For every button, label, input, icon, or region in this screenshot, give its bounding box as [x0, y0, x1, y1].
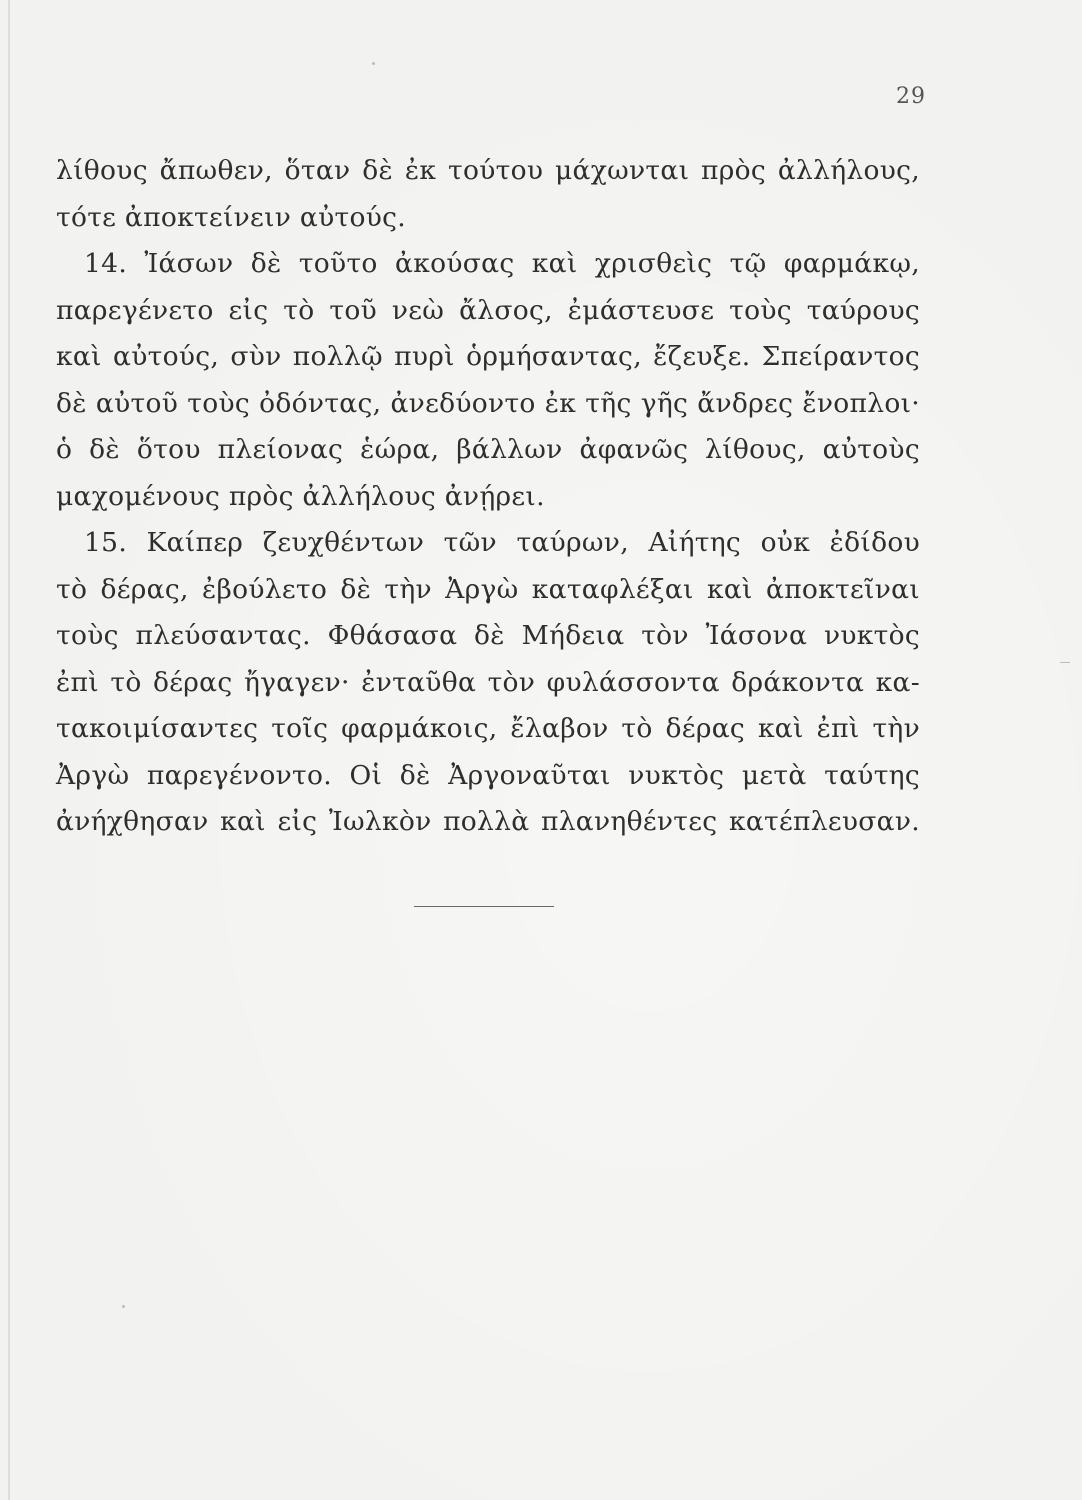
text-line: Ἀργὼ παρεγένοντο. Οἱ δὲ Ἀργοναῦται νυκτὸς μετὰ ταύτης [56, 759, 920, 791]
page-number: 29 [896, 84, 926, 109]
main-text [56, 148, 920, 846]
text-line: ὁ δὲ ὅτου πλείονας ἑώρα, βάλλων ἀφανῶς λίθους, αὐτοὺς [56, 434, 920, 465]
paper-speck [372, 62, 375, 65]
text-line: μαχομένους πρὸς ἀλλήλους ἀνῄρει. [56, 480, 545, 512]
paper-speck [122, 1305, 125, 1308]
text-line: παρεγένετο εἰς τὸ τοῦ νεὼ ἄλσος, ἐμάστευσε τοὺς ταύρους [56, 294, 920, 326]
paper-speck [1060, 662, 1070, 663]
text-line: τακοιμίσαντες τοῖς φαρμάκοις, ἔλαβον τὸ δέρας καὶ ἐπὶ τὴν [56, 713, 920, 744]
text-line: τότε ἀποκτείνειν αὐτούς. [56, 201, 406, 233]
text-line: καὶ αὐτούς, σὺν πολλῷ πυρὶ ὁρμήσαντας, ἔζευξε. Σπείραντος [56, 341, 920, 372]
text-line: ἀνήχθησαν καὶ εἰς Ἰωλκὸν πολλὰ πλανηθέντες κατέπλευσαν. [56, 806, 920, 837]
text-line: 14. Ἰάσων δὲ τοῦτο ἀκούσας καὶ χρισθεὶς τῷ φαρμάκῳ, [84, 248, 920, 279]
page-edge [8, 0, 10, 1500]
text-line: τὸ δέρας, ἐβούλετο δὲ τὴν Ἀργὼ καταφλέξαι καὶ ἀποκτεῖναι [56, 573, 920, 605]
section-divider [414, 906, 554, 907]
text-line: ἐπὶ τὸ δέρας ἤγαγεν· ἐνταῦθα τὸν φυλάσσοντα δράκοντα κα- [56, 666, 920, 698]
text-line: τοὺς πλεύσαντας. Φθάσασα δὲ Μήδεια τὸν Ἰάσονα νυκτὸς [56, 620, 920, 651]
text-line: λίθους ἄπωθεν, ὅταν δὲ ἐκ τούτου μάχωνται πρὸς ἀλλήλους, [56, 155, 920, 186]
text-line: 15. Καίπερ ζευχθέντων τῶν ταύρων, Αἰήτης οὐκ ἐδίδου [84, 527, 920, 558]
text-line: δὲ αὐτοῦ τοὺς ὀδόντας, ἀνεδύοντο ἐκ τῆς γῆς ἄνδρες ἔνοπλοι· [56, 387, 920, 419]
